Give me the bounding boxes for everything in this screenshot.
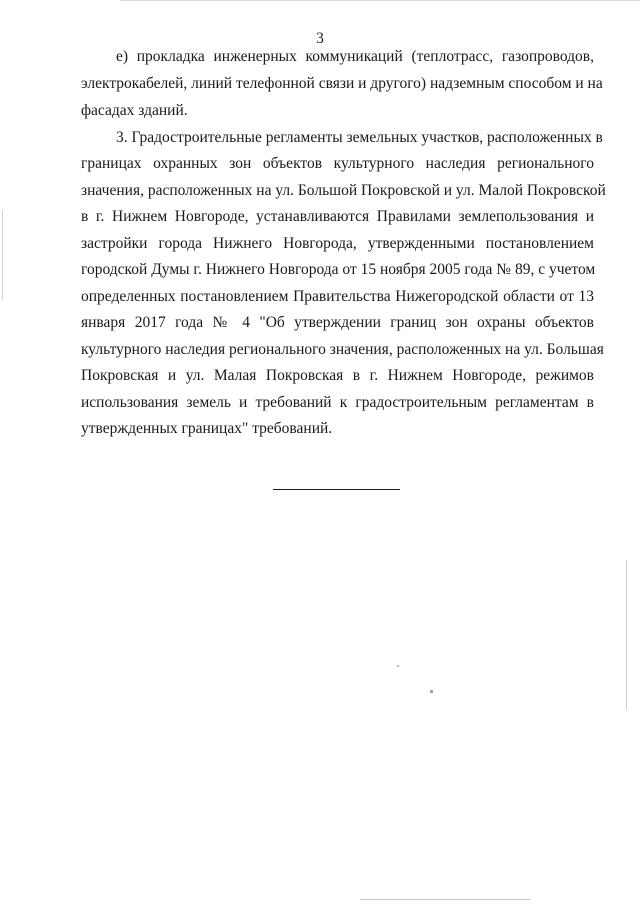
paragraph-line: культурного наследия регионального значения, расположенных на ул. Большая <box>81 341 604 358</box>
scan-speck <box>430 690 433 693</box>
scan-edge-right <box>626 560 627 710</box>
scan-edge-top <box>120 0 640 1</box>
separator-line <box>273 489 400 490</box>
scan-edge-bottom <box>360 899 530 900</box>
paragraph-line: застройки города Нижнего Новгорода, утвержденными постановлением <box>81 235 594 252</box>
paragraph-line: определенных постановлением Правительства Нижегородской области от 13 <box>81 288 594 305</box>
paragraph-line: е) прокладка инженерных коммуникаций (теплотрасс, газопроводов, <box>116 48 594 65</box>
paragraph-line: в г. Нижнем Новгороде, устанавливаются Правилами землепользования и <box>81 208 594 225</box>
scan-speck <box>397 665 399 667</box>
paragraph-line: утвержденных границах" требований. <box>81 420 333 437</box>
paragraph-line: границах охранных зон объектов культурного наследия регионального <box>81 155 594 172</box>
paragraph-line: городской Думы г. Нижнего Новгорода от 15 ноября 2005 года № 89, с учетом <box>81 261 596 278</box>
paragraph-line: 3. Градостроительные регламенты земельных участков, расположенных в <box>116 129 603 146</box>
scan-edge-left <box>2 210 3 300</box>
paragraph-line: использования земель и требований к градостроительным регламентам в <box>81 394 594 411</box>
paragraph-line: января 2017 года № 4 "Об утверждении границ зон охраны объектов <box>81 314 594 331</box>
paragraph-line: фасадах зданий. <box>81 102 188 119</box>
paragraph-line: электрокабелей, линий телефонной связи и другого) надземным способом и на <box>81 75 603 92</box>
paragraph-line: Покровская и ул. Малая Покровская в г. Нижнем Новгороде, режимов <box>81 367 594 384</box>
page-number: 3 <box>316 30 324 47</box>
paragraph-line: значения, расположенных на ул. Большой Покровской и ул. Малой Покровской <box>81 182 606 199</box>
